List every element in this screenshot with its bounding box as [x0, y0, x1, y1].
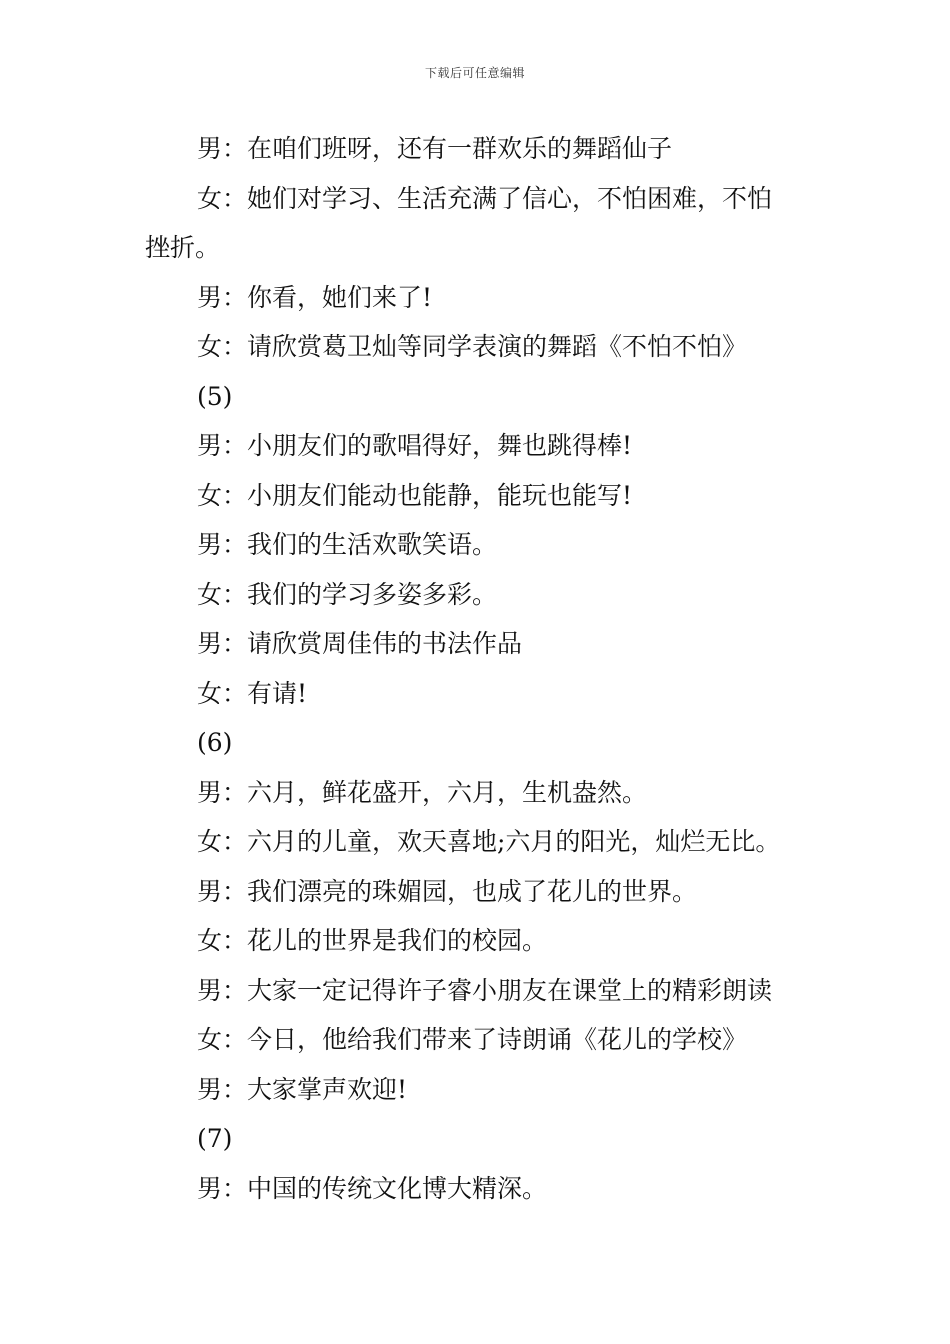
dialogue-line: 女：有请! — [197, 678, 308, 708]
dialogue-line: 男：大家一定记得许子睿小朋友在课堂上的精彩朗读 — [197, 975, 773, 1005]
document-body — [145, 124, 810, 1213]
dialogue-line: 女：她们对学习、生活充满了信心，不怕困难，不怕 — [197, 183, 773, 213]
dialogue-line: 男：在咱们班呀，还有一群欢乐的舞蹈仙子 — [197, 134, 673, 163]
dialogue-line: 男：中国的传统文化博大精深。 — [197, 1173, 548, 1203]
dialogue-line: 女：花儿的世界是我们的校园。 — [197, 926, 548, 955]
dialogue-line: 女：六月的儿童，欢天喜地;六月的阳光，灿烂无比。 — [197, 827, 781, 856]
dialogue-line: 男：我们漂亮的珠媚园，也成了花儿的世界。 — [197, 876, 698, 906]
dialogue-line: 女：小朋友们能动也能静，能玩也能写! — [197, 480, 633, 510]
dialogue-line-continuation: 挫折。 — [145, 233, 221, 262]
dialogue-line: 女：今日，他给我们带来了诗朗诵《花儿的学校》 — [197, 1025, 748, 1054]
dialogue-line: 女：我们的学习多姿多彩。 — [197, 579, 498, 609]
page-header: 下载后可任意编辑 — [424, 66, 525, 80]
section-number: (6) — [197, 728, 233, 757]
dialogue-line: 女：请欣赏葛卫灿等同学表演的舞蹈《不怕不怕》 — [197, 332, 748, 361]
dialogue-line: 男：大家掌声欢迎! — [197, 1074, 408, 1104]
dialogue-line: 男：六月，鲜花盛开，六月，生机盎然。 — [197, 777, 648, 807]
dialogue-line: 男：我们的生活欢歌笑语。 — [197, 530, 498, 559]
dialogue-line: 男：你看，她们来了! — [197, 282, 433, 312]
dialogue-line: 男：小朋友们的歌唱得好，舞也跳得棒! — [197, 431, 633, 460]
dialogue-line: 男：请欣赏周佳伟的书法作品 — [197, 629, 523, 658]
section-number: (5) — [197, 381, 233, 411]
section-number: (7) — [197, 1124, 233, 1153]
